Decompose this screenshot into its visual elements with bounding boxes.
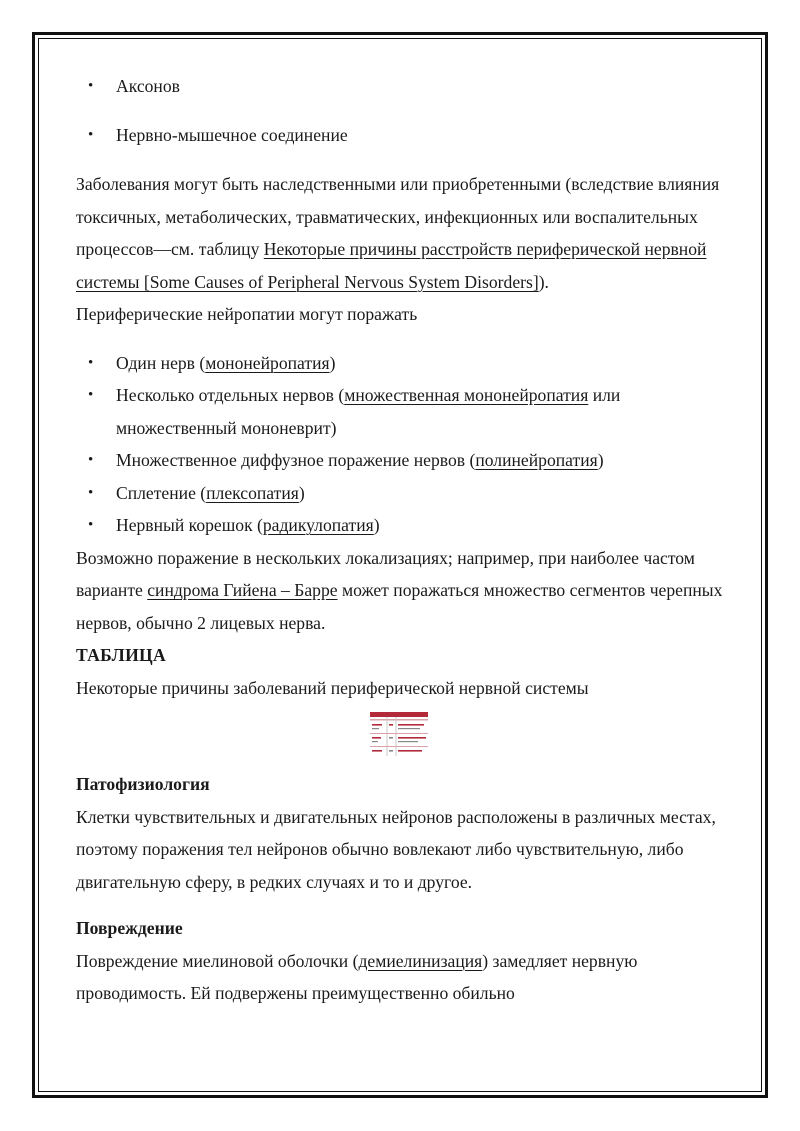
paragraph-text: Заболевания могут быть наследственными или приобретенными (вследствие влияния токсичных, метаболических, травматических, инфекционных или воспалительных процессов—см. таблицу (76, 174, 720, 259)
paragraph-text: ). (538, 271, 549, 292)
guillain-barre-link[interactable]: синдрома Гийена – Барре (147, 580, 338, 600)
list-item (76, 379, 726, 444)
pathophysiology-text: Клетки чувствительных и двигательных нейронов расположены в различных местах, поэтому поражения тел нейронов обычно вовлекают либо чувствительную, либо двигательную сферу, в редких случаях и то и другое. (76, 806, 716, 892)
list-item-text: Аксонов (116, 76, 180, 96)
pathophysiology-heading: Патофизиология (76, 774, 210, 794)
list-item-text: ) (329, 352, 336, 373)
plexopathy-link[interactable]: плексопатия (206, 482, 299, 503)
multiple-sites-paragraph (76, 542, 726, 640)
list-item-text: Несколько отдельных нервов ( (116, 385, 345, 405)
neuropathies-intro: Периферические нейропатии могут поражать (76, 304, 418, 324)
paragraph-text: Возможно поражение в нескольких локализациях; например, при наиболее частом варианте (76, 547, 695, 600)
causes-table-link[interactable]: Некоторые причины расстройств периферической нервной системы [Some Causes of Peripheral Nervous System Disorders] (76, 239, 707, 292)
damage-heading: Повреждение (76, 918, 183, 938)
table-thumbnail-icon[interactable] (370, 712, 428, 756)
paragraph-text: ) замедляет нервную проводимость. Ей подвержены преимущественно обильно (76, 950, 638, 1003)
demyelination-link[interactable]: демиелинизация (358, 950, 483, 971)
radiculopathy-link[interactable]: радикулопатия (262, 515, 374, 535)
list-item-text: Нервный корешок ( (116, 515, 263, 535)
list-item (76, 119, 726, 168)
mononeuropathy-link[interactable]: мононейропатия (205, 352, 330, 373)
list-item (76, 347, 726, 380)
list-item (76, 444, 726, 477)
multiple-mononeuropathy-link[interactable]: множественная мононейропатия (344, 385, 589, 405)
list-item-text: ) (373, 515, 380, 535)
list-item-text: или множественный мононеврит) (116, 385, 621, 438)
table-thumbnail-container (76, 704, 726, 768)
causes-paragraph (76, 168, 726, 298)
document-content (76, 70, 726, 1010)
paragraph-text: Повреждение миелиновой оболочки ( (76, 950, 359, 971)
list-item-text: Один нерв ( (116, 352, 206, 373)
table-label: ТАБЛИЦА (76, 645, 167, 665)
paragraph-text: может поражаться множество сегментов черепных нервов, обычно 2 лицевых нерва. (76, 580, 723, 633)
structures-list (76, 70, 726, 168)
list-item-text: Нервно-мышечное соединение (116, 125, 348, 145)
list-item (76, 477, 726, 510)
list-item (76, 509, 726, 542)
damage-paragraph (76, 945, 726, 1010)
lesion-types-list (76, 347, 726, 542)
list-item-text: Множественное диффузное поражение нервов ( (116, 450, 476, 470)
list-item-text: ) (298, 482, 305, 503)
polyneuropathy-link[interactable]: полинейропатия (475, 450, 598, 470)
list-item-text: ) (597, 450, 604, 470)
list-item (76, 70, 726, 119)
table-title[interactable]: Некоторые причины заболеваний периферической нервной системы (76, 677, 589, 698)
list-item-text: Сплетение ( (116, 482, 207, 503)
